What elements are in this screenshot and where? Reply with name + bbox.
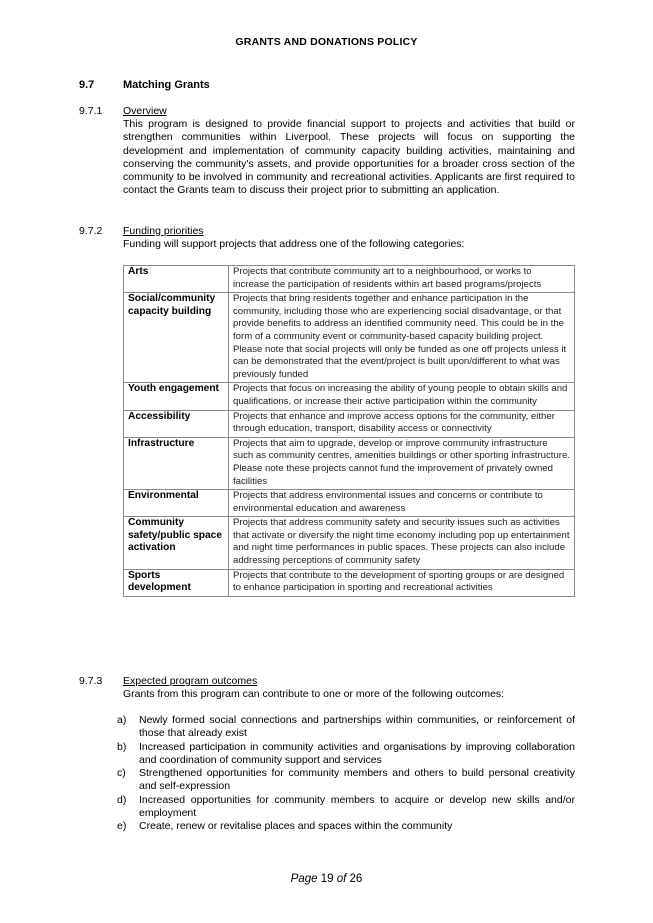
description-cell: Projects that contribute to the development of sporting groups or are designed to enhance participation in sporting and recreational activities <box>229 569 575 596</box>
table-row <box>124 383 575 410</box>
category-cell: Environmental <box>124 490 229 517</box>
description-cell: Projects that address community safety and security issues such as activities that activate or diversify the night time economy including pop up entertainment and night time performances in public spaces. These projects can also include addressing perceptions of community safety <box>229 517 575 569</box>
description-cell: Projects that focus on increasing the ability of young people to obtain skills and qualifications, or increase their active participation within the community <box>229 383 575 410</box>
list-item <box>117 820 575 833</box>
description-cell: Projects that address environmental issues and concerns or contribute to environmental education and awareness <box>229 490 575 517</box>
list-item-text: Create, renew or revitalise places and spaces within the community <box>139 820 453 833</box>
outcomes-list <box>117 714 575 834</box>
outcomes-intro: Grants from this program can contribute to one or more of the following outcomes: <box>123 688 505 700</box>
category-cell: Arts <box>124 266 229 293</box>
table-row <box>124 517 575 569</box>
funding-heading: Funding priorities <box>123 225 204 237</box>
table-row <box>124 490 575 517</box>
funding-number: 9.7.2 <box>79 225 103 237</box>
description-cell: Projects that contribute community art to a neighbourhood, or works to increase the participation of residents within art based programs/projects <box>229 266 575 293</box>
of-word: of <box>336 873 347 885</box>
page-number: 19 <box>320 873 334 885</box>
category-cell: Social/community capacity building <box>124 293 229 383</box>
overview-text: This program is designed to provide financial support to projects and activities that build or strengthen communities within Liverpool. These projects will focus on supporting the development and implementation of community capacity building activities, maintaining and conserving the community's assets, and provide opportunities for a broader cross section of the community to be involved in community and recreational activities. Applicants are first required to contact the Grants team to discuss their project prior to submitting an application. <box>123 118 575 197</box>
document-header: GRANTS AND DONATIONS POLICY <box>235 36 418 48</box>
overview-number: 9.7.1 <box>79 105 103 117</box>
list-item <box>117 767 575 794</box>
list-item-text: Strengthened opportunities for community members and others to build personal creativity and self-expression <box>139 767 575 793</box>
funding-intro: Funding will support projects that address one of the following categories: <box>123 238 465 250</box>
list-marker: d) <box>117 793 127 806</box>
section-title: Matching Grants <box>123 79 210 91</box>
category-cell: Youth engagement <box>124 383 229 410</box>
list-item <box>117 714 575 741</box>
list-item <box>117 793 575 821</box>
category-cell: Infrastructure <box>124 437 229 489</box>
table-row <box>124 293 575 383</box>
section-number: 9.7 <box>79 79 95 91</box>
list-item-text: Newly formed social connections and partnerships within communities, or reinforcement of those that already exist <box>139 714 575 740</box>
overview-heading: Overview <box>123 105 167 117</box>
description-cell: Projects that enhance and improve access options for the community, either through education, transport, disability access or connectivity <box>229 410 575 437</box>
page-footer <box>0 873 653 885</box>
funding-priorities-table <box>123 265 575 597</box>
page-total: 26 <box>349 873 363 885</box>
category-cell: Sports development <box>124 569 229 596</box>
table-row <box>124 266 575 293</box>
list-marker: c) <box>117 767 126 780</box>
page-word: Page <box>290 873 318 885</box>
table-row <box>124 437 575 489</box>
list-marker: a) <box>117 714 127 726</box>
table-row <box>124 410 575 437</box>
list-item-text: Increased participation in community activities and organisations by improving collaboration and coordination of community support and services <box>139 740 575 766</box>
list-item <box>117 740 575 768</box>
list-marker: e) <box>117 820 127 833</box>
list-item-text: Increased opportunities for community members to acquire or develop new skills and/or employment <box>139 793 575 820</box>
list-marker: b) <box>117 740 127 753</box>
outcomes-number: 9.7.3 <box>79 675 103 687</box>
table-row <box>124 569 575 596</box>
category-cell: Accessibility <box>124 410 229 437</box>
description-cell: Projects that aim to upgrade, develop or improve community infrastructure such as community centres, amenities buildings or other sporting infrastructure. Please note these projects cannot fund the improvement of privately owned facilities <box>229 437 575 489</box>
description-cell: Projects that bring residents together and enhance participation in the community, including those who are experiencing social disadvantage, or that provide benefits to address an identified community need. This could be in the form of a community event or community-based capacity building project. Please note that social projects will only be funded as one off projects unless it can be demonstrated that the event/project is built upon/different to what was previously funded <box>229 293 575 383</box>
outcomes-heading: Expected program outcomes <box>123 675 258 687</box>
category-cell: Community safety/public space activation <box>124 517 229 569</box>
